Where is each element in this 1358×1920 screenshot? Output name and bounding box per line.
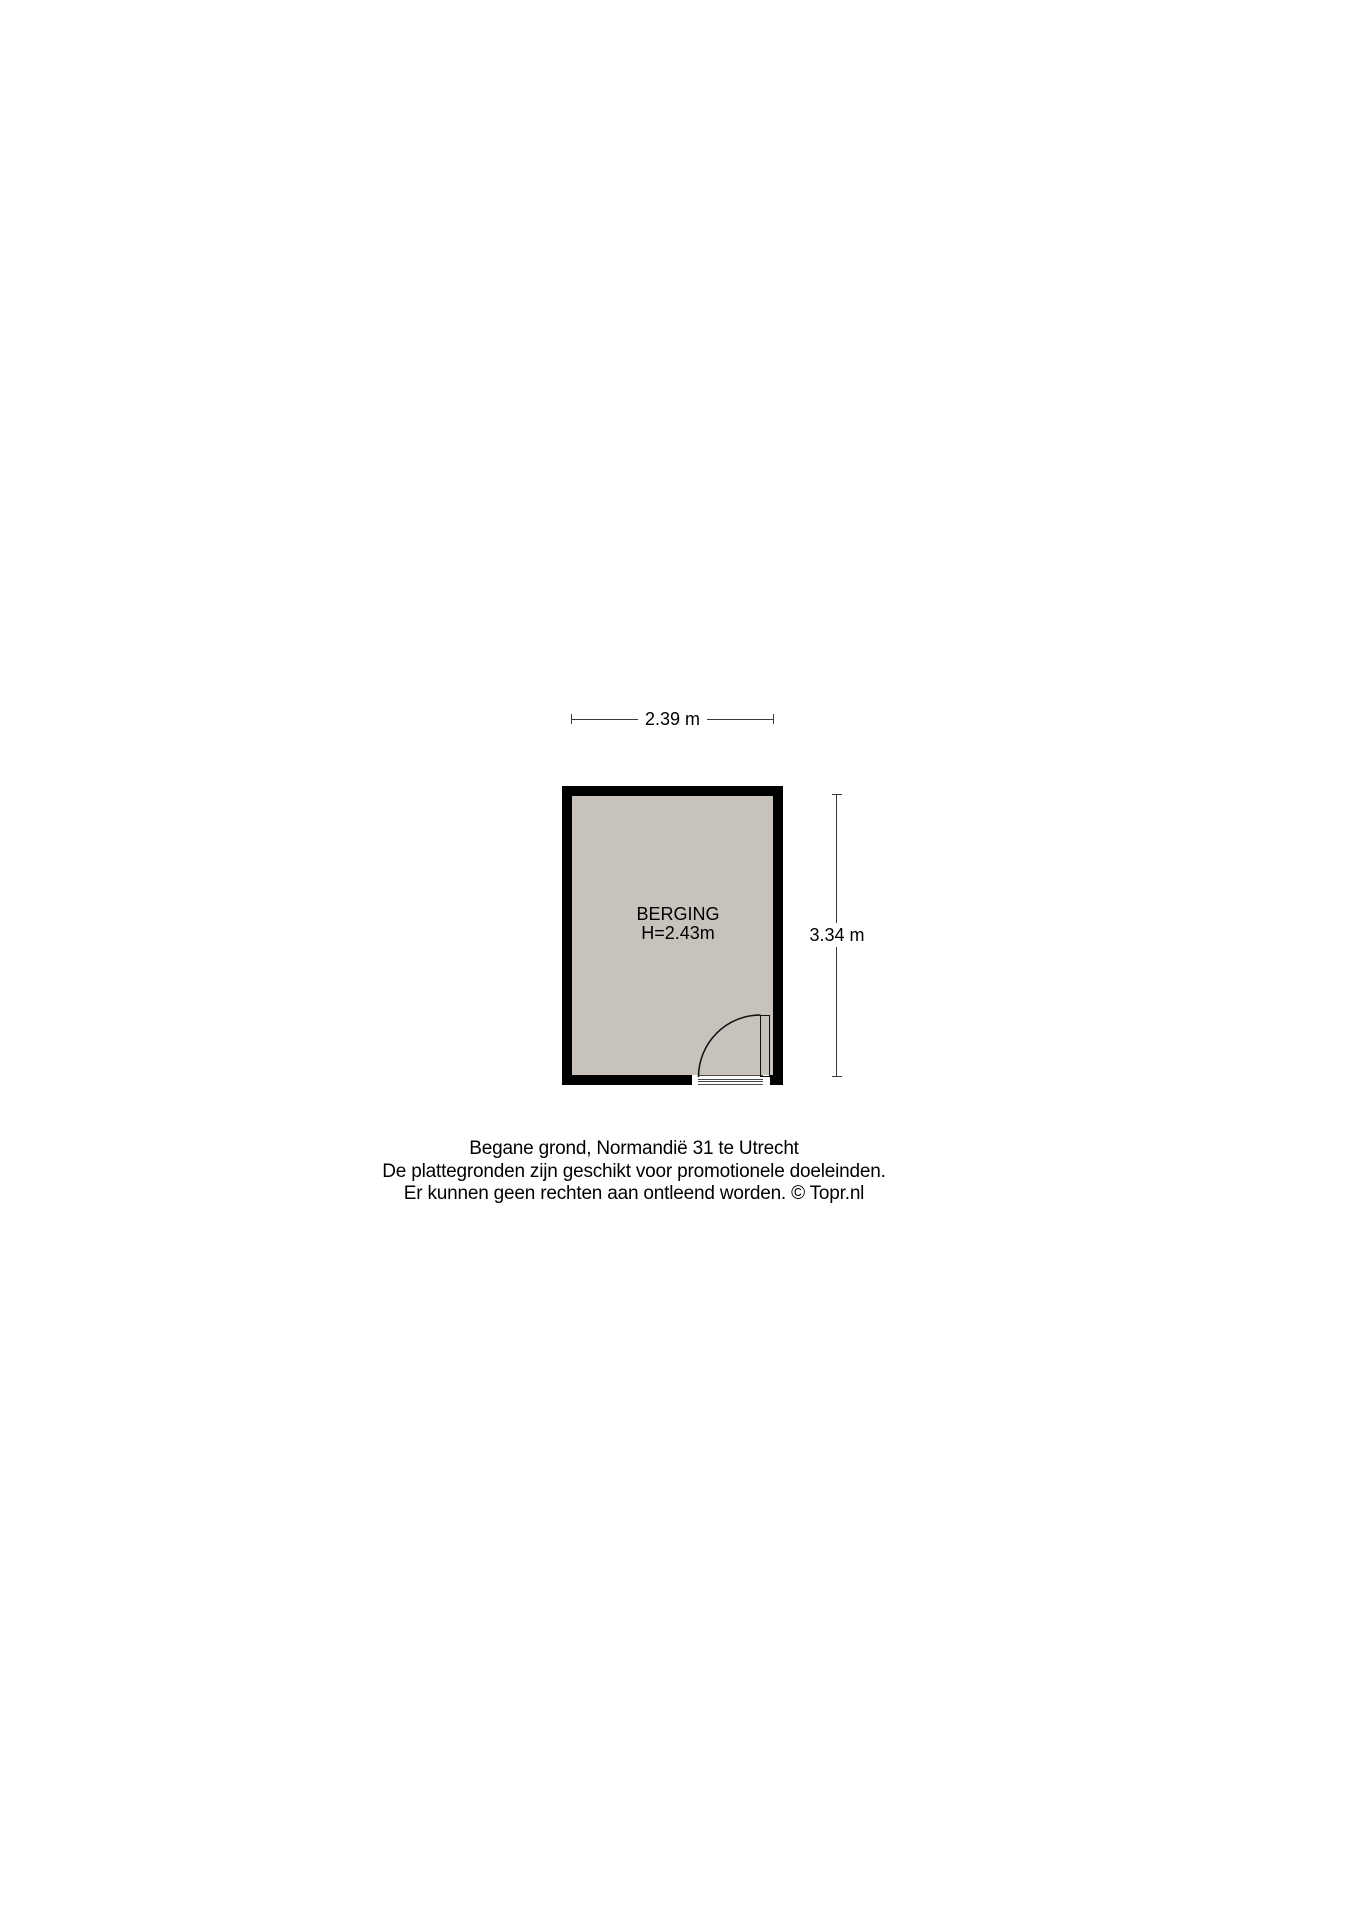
height-dimension-label-wrap [787, 925, 887, 946]
height-dimension-tick-bottom [832, 1076, 842, 1077]
width-dimension-label: 2.39 m [638, 709, 707, 729]
door-swing-arc [690, 1005, 775, 1090]
footer-disclaimer [234, 1138, 1034, 1206]
footer-line-promotional: De plattegronden zijn geschikt voor promotionele doeleinden. [382, 1160, 886, 1182]
footer-line-address: Begane grond, Normandië 31 te Utrecht [469, 1138, 799, 1159]
height-dimension-label: 3.34 m [809, 925, 865, 945]
room-ceiling-height-label: H=2.43m [641, 923, 715, 943]
footer-line-rights: Er kunnen geen rechten aan ontleend worden. © Topr.nl [403, 1183, 865, 1204]
room-name-label: BERGING [636, 904, 720, 924]
room-label-block [578, 905, 778, 943]
height-dimension-tick-top [832, 794, 842, 795]
width-dimension-label-wrap [571, 709, 774, 729]
